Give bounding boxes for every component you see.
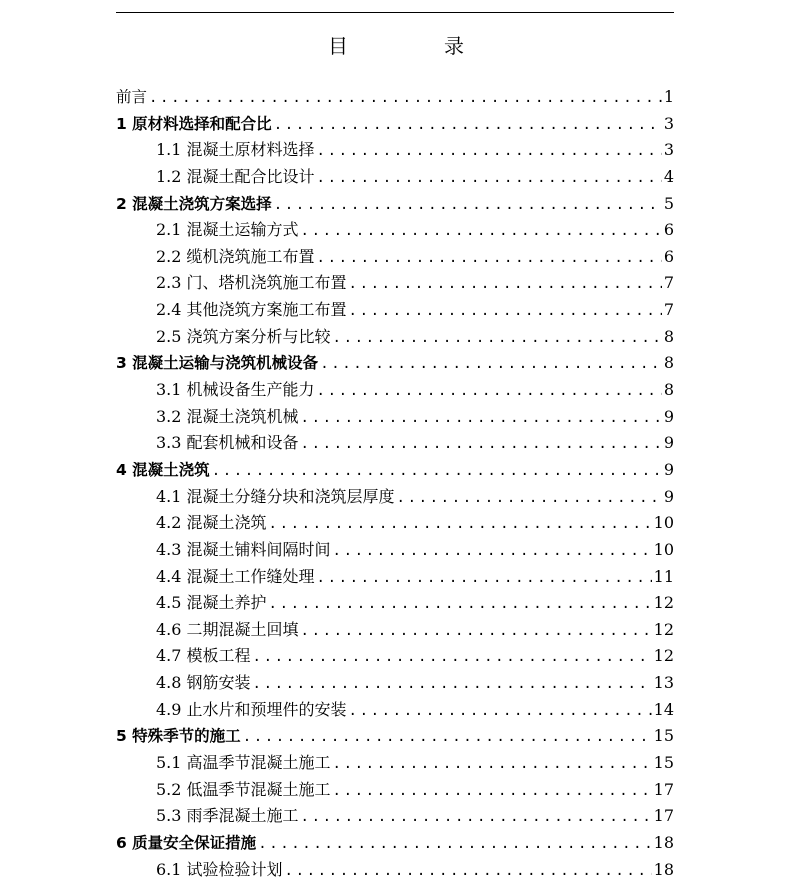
toc-entry[interactable]	[116, 270, 674, 297]
toc-entry-page: 8	[663, 353, 674, 373]
toc-entry[interactable]	[116, 537, 674, 564]
toc-entry-page: 9	[663, 406, 674, 426]
toc-entry[interactable]	[116, 457, 674, 484]
toc-entry-title: 4.2 混凝土浇筑	[156, 513, 267, 533]
toc-entry-page: 12	[653, 619, 674, 639]
toc-entry[interactable]	[116, 217, 674, 244]
toc-leader-dots	[333, 778, 652, 805]
toc-entry-title: 2.3 门、塔机浇筑施工布置	[156, 273, 347, 293]
toc-entry-title: 4.9 止水片和预埋件的安装	[156, 699, 347, 719]
toc-leader-dots	[349, 298, 662, 325]
toc-entry-title: 5.3 雨季混凝土施工	[156, 806, 299, 826]
toc-entry-page: 4	[663, 166, 674, 186]
toc-entry[interactable]	[116, 350, 674, 377]
toc-leader-dots	[301, 405, 662, 432]
toc-entry-page: 18	[653, 859, 674, 879]
toc-entry[interactable]	[116, 857, 674, 884]
toc-leader-dots	[397, 485, 662, 512]
toc-entry-title: 1.1 混凝土原材料选择	[156, 140, 315, 160]
toc-entry-page: 6	[663, 246, 674, 266]
toc-entry-title: 2.1 混凝土运输方式	[156, 220, 299, 240]
toc-entry-page: 3	[663, 113, 674, 133]
toc-entry-page: 9	[663, 459, 674, 479]
toc-entry-title: 3.2 混凝土浇筑机械	[156, 406, 299, 426]
toc-entry[interactable]	[116, 564, 674, 591]
toc-leader-dots	[258, 831, 651, 858]
toc-entry-title: 5.2 低温季节混凝土施工	[156, 779, 331, 799]
toc-entry[interactable]	[116, 191, 674, 218]
toc-leader-dots	[349, 271, 662, 298]
toc-leader-dots	[269, 591, 652, 618]
toc-entry[interactable]	[116, 111, 674, 138]
toc-leader-dots	[333, 325, 662, 352]
toc-entry[interactable]	[116, 830, 674, 857]
toc-entry-title: 4.7 模板工程	[156, 646, 251, 666]
toc-entry-page: 10	[653, 539, 674, 559]
toc-entry[interactable]	[116, 697, 674, 724]
toc-entry-page: 15	[653, 726, 674, 746]
toc-entry-title: 5.1 高温季节混凝土施工	[156, 753, 331, 773]
toc-entry-page: 17	[653, 779, 674, 799]
page-title: 目 录	[328, 34, 502, 58]
toc-entry-title: 2.4 其他浇筑方案施工布置	[156, 300, 347, 320]
toc-entry[interactable]	[116, 510, 674, 537]
toc-entry-title: 6.1 试验检验计划	[156, 859, 283, 879]
toc-leader-dots	[285, 858, 652, 884]
toc-leader-dots	[301, 618, 652, 645]
toc-entry-page: 7	[663, 300, 674, 320]
toc-entry-page: 10	[653, 513, 674, 533]
toc-entry-title: 1.2 混凝土配合比设计	[156, 166, 315, 186]
toc-entry-title: 4.6 二期混凝土回填	[156, 619, 299, 639]
toc-entry-title: 4.1 混凝土分缝分块和浇筑层厚度	[156, 486, 395, 506]
toc-entry[interactable]	[116, 137, 674, 164]
toc-entry-page: 3	[663, 140, 674, 160]
toc-leader-dots	[243, 724, 652, 751]
toc-entry[interactable]	[116, 750, 674, 777]
toc-entry[interactable]	[116, 803, 674, 830]
toc-leader-dots	[301, 804, 652, 831]
toc-entry-page: 9	[663, 486, 674, 506]
toc-leader-dots	[301, 218, 662, 245]
toc-leader-dots	[212, 458, 662, 485]
toc-entry-page: 8	[663, 380, 674, 400]
toc-entry-page: 7	[663, 273, 674, 293]
toc-entry-page: 12	[653, 593, 674, 613]
toc-leader-dots	[253, 644, 652, 671]
toc-entry-page: 14	[653, 699, 674, 719]
toc-leader-dots	[274, 112, 662, 139]
toc-entry-title: 2 混凝土浇筑方案选择	[116, 194, 272, 213]
table-of-contents	[116, 84, 674, 883]
toc-leader-dots	[149, 85, 662, 112]
toc-leader-dots	[253, 671, 652, 698]
toc-entry-page: 9	[663, 433, 674, 453]
toc-entry-page: 15	[653, 753, 674, 773]
toc-entry-title: 3.1 机械设备生产能力	[156, 380, 315, 400]
toc-leader-dots	[317, 138, 662, 165]
toc-entry-title: 6 质量安全保证措施	[116, 833, 257, 852]
toc-entry[interactable]	[116, 723, 674, 750]
toc-entry[interactable]	[116, 670, 674, 697]
toc-leader-dots	[301, 431, 662, 458]
toc-entry-page: 13	[653, 673, 674, 693]
toc-entry-title: 前言	[116, 88, 148, 106]
toc-entry[interactable]	[116, 484, 674, 511]
toc-entry-title: 2.2 缆机浇筑施工布置	[156, 246, 315, 266]
toc-entry-page: 11	[653, 566, 674, 586]
toc-entry-title: 4 混凝土浇筑	[116, 460, 210, 479]
toc-entry[interactable]	[116, 324, 674, 351]
toc-entry-title: 5 特殊季节的施工	[116, 727, 241, 746]
toc-entry-page: 17	[653, 806, 674, 826]
toc-entry-title: 1 原材料选择和配合比	[116, 114, 272, 133]
toc-entry[interactable]	[116, 164, 674, 191]
toc-entry-title: 2.5 浇筑方案分析与比较	[156, 326, 331, 346]
toc-entry[interactable]	[116, 377, 674, 404]
toc-entry-page: 18	[653, 832, 674, 852]
toc-leader-dots	[333, 751, 652, 778]
toc-entry-title: 4.5 混凝土养护	[156, 593, 267, 613]
top-rule	[116, 12, 674, 13]
toc-entry[interactable]	[116, 297, 674, 324]
toc-leader-dots	[269, 511, 652, 538]
toc-entry[interactable]	[116, 244, 674, 271]
toc-leader-dots	[274, 192, 662, 219]
toc-leader-dots	[317, 565, 652, 592]
toc-entry[interactable]	[116, 617, 674, 644]
toc-entry-title: 3 混凝土运输与浇筑机械设备	[116, 354, 319, 373]
toc-leader-dots	[333, 538, 652, 565]
toc-entry-page: 12	[653, 646, 674, 666]
toc-entry[interactable]	[116, 404, 674, 431]
toc-leader-dots	[317, 165, 662, 192]
toc-entry-title: 4.8 钢筋安装	[156, 673, 251, 693]
toc-entry[interactable]	[116, 430, 674, 457]
toc-entry-title: 3.3 配套机械和设备	[156, 433, 299, 453]
toc-leader-dots	[320, 351, 662, 378]
toc-entry[interactable]	[116, 84, 674, 111]
toc-entry[interactable]	[116, 643, 674, 670]
toc-entry-page: 8	[663, 326, 674, 346]
toc-entry-page: 6	[663, 220, 674, 240]
toc-leader-dots	[349, 698, 652, 725]
toc-entry-page: 5	[663, 193, 674, 213]
toc-entry-title: 4.3 混凝土铺料间隔时间	[156, 539, 331, 559]
toc-entry-page: 1	[663, 87, 674, 106]
toc-entry-title: 4.4 混凝土工作缝处理	[156, 566, 315, 586]
toc-entry[interactable]	[116, 777, 674, 804]
toc-leader-dots	[317, 245, 662, 272]
toc-leader-dots	[317, 378, 662, 405]
toc-entry[interactable]	[116, 590, 674, 617]
